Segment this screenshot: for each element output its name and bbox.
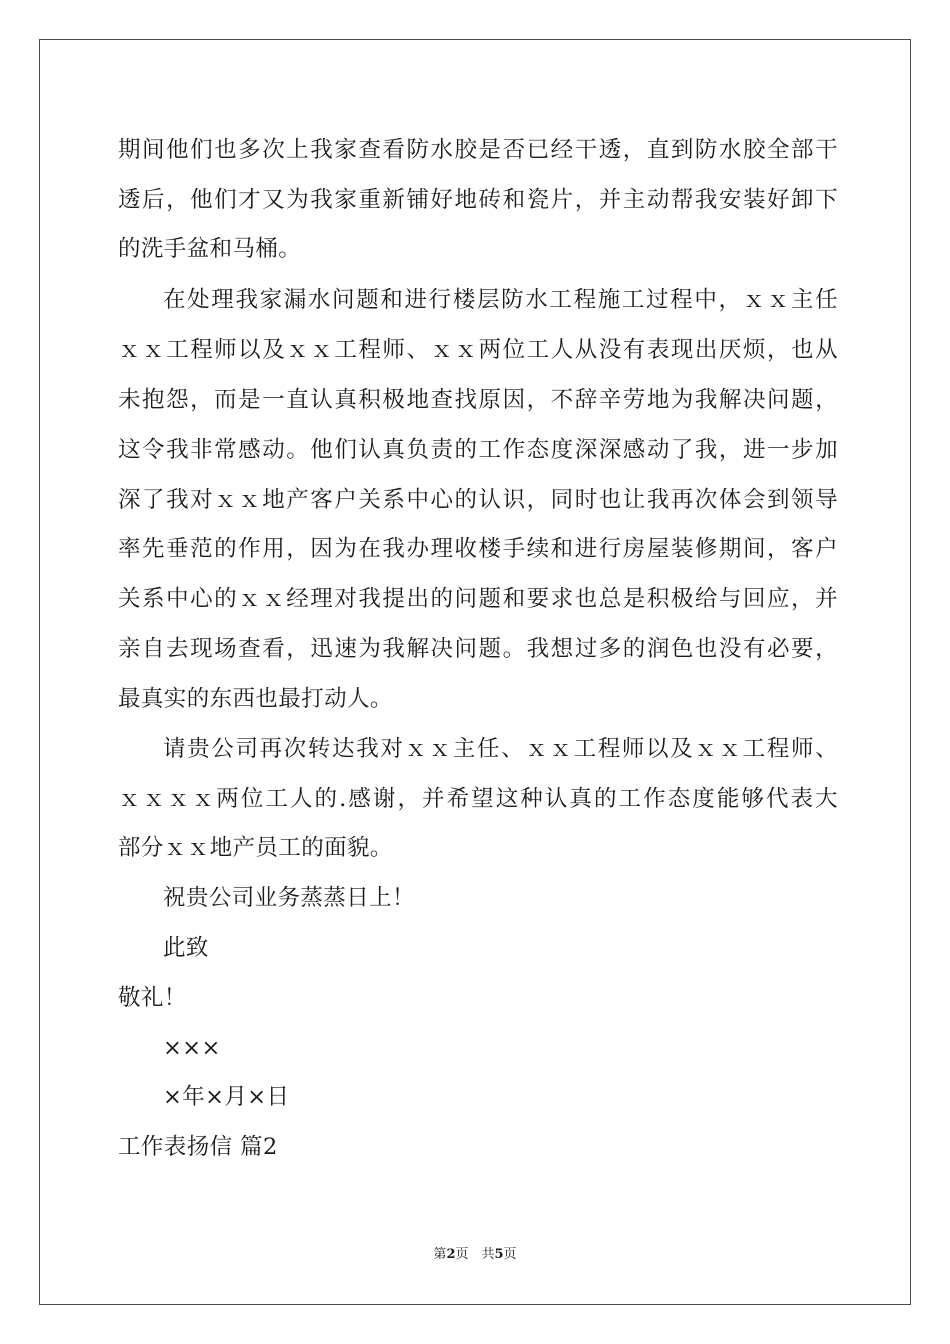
current-page-number: 2 [446, 1247, 456, 1262]
body-line: 透后，他们才又为我家重新铺好地砖和瓷片，并主动帮我安装好卸下 [118, 187, 838, 213]
footer-suffix: 页 [503, 1247, 517, 1262]
body-line: ｘｘｘｘ两位工人的.感谢，并希望这种认真的工作态度能够代表大 [118, 786, 838, 812]
body-line: 这令我非常感动。他们认真负责的工作态度深深感动了我，进一步加 [118, 437, 838, 463]
body-line: 在处理我家漏水问题和进行楼层防水工程施工过程中，ｘｘ主任 [163, 287, 838, 313]
body-line: 部分ｘｘ地产员工的面貌。 [118, 835, 393, 861]
body-line: 的洗手盆和马桶。 [118, 236, 302, 262]
body-line: 未抱怨，而是一直认真积极地查找原因，不辞辛劳地为我解决问题， [118, 387, 838, 413]
page-frame [39, 39, 911, 1305]
total-page-number: 5 [494, 1247, 504, 1262]
body-line: 请贵公司再次转达我对ｘｘ主任、ｘｘ工程师以及ｘｘ工程师、 [163, 736, 838, 762]
closing-wish: 祝贵公司业务蒸蒸日上！ [163, 885, 415, 911]
body-line: 最真实的东西也最打动人。 [118, 686, 393, 712]
closing-respect: 敬礼！ [118, 985, 187, 1011]
body-line: 亲自去现场查看，迅速为我解决问题。我想过多的润色也没有必要， [118, 636, 838, 662]
body-line: 深了我对ｘｘ地产客户关系中心的认识，同时也让我再次体会到领导 [118, 487, 838, 513]
footer-prefix: 第 [433, 1247, 447, 1262]
section-heading: 工作表扬信 篇2 [118, 1134, 278, 1160]
closing-salutation: 此致 [163, 935, 209, 961]
signature: ××× [163, 1035, 221, 1061]
page-number-footer [0, 1246, 950, 1264]
footer-middle: 页 共 [455, 1247, 495, 1262]
body-line: ｘｘ工程师以及ｘｘ工程师、ｘｘ两位工人从没有表现出厌烦，也从 [118, 337, 838, 363]
body-line: 率先垂范的作用，因为在我办理收楼手续和进行房屋装修期间，客户 [118, 536, 838, 562]
body-line: 关系中心的ｘｘ经理对我提出的问题和要求也总是积极给与回应，并 [118, 586, 838, 612]
date-line: ×年×月×日 [163, 1084, 290, 1110]
body-line: 期间他们也多次上我家查看防水胶是否已经干透，直到防水胶全部干 [118, 137, 838, 163]
